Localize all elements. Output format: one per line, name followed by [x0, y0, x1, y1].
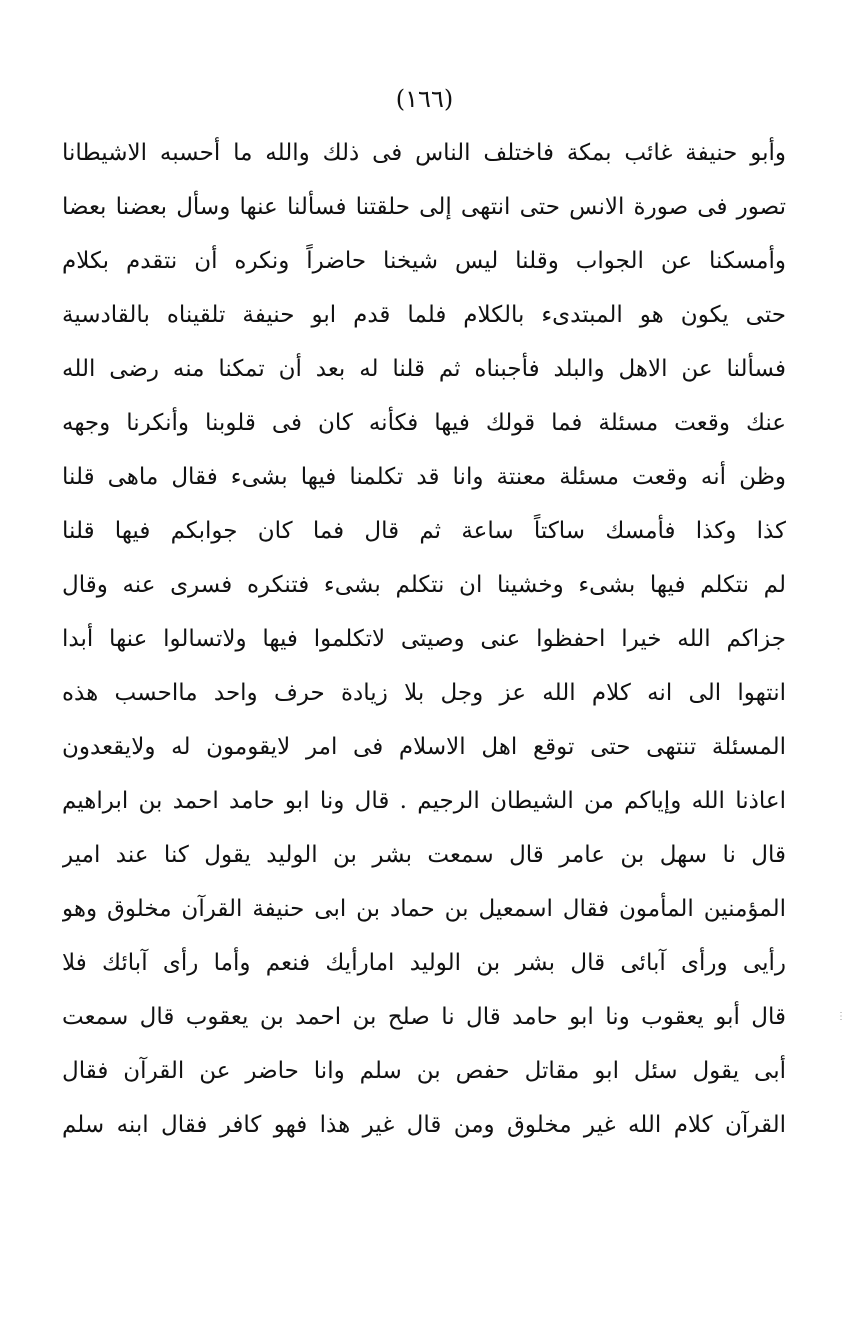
body-text — [62, 126, 786, 1152]
text-line: حتى يكون هو المبتدىء بالكلام فلما قدم ابو حنيفة تلقيناه بالقادسية — [62, 302, 786, 328]
text-line: رأيى ورأى آبائى قال بشر بن الوليد امارأيك فنعم وأما رأى آبائك فلا — [62, 950, 786, 976]
text-line: أبى يقول سئل ابو مقاتل حفص بن سلم وانا حاضر عن القرآن فقال — [62, 1058, 786, 1084]
text-line: لم نتكلم فيها بشىء وخشينا ان نتكلم بشىء فتنكره فسرى عنه وقال — [62, 572, 786, 598]
margin-mark: ⋮ — [836, 1011, 846, 1022]
text-line: عنك وقعت مسئلة فما قولك فيها فكأنه كان فى قلوبنا وأنكرنا وجهه — [62, 410, 786, 436]
text-line: اعاذنا الله وإياكم من الشيطان الرجيم . قال ونا ابو حامد احمد بن ابراهيم — [62, 788, 786, 814]
text-line: قال أبو يعقوب ونا ابو حامد قال نا صلح بن احمد بن يعقوب قال سمعت — [62, 1004, 786, 1030]
text-line: جزاكم الله خيرا احفظوا عنى وصيتى لاتكلموا فيها ولاتسالوا عنها أبدا — [62, 626, 786, 652]
page-number: (١٦٦) — [395, 85, 454, 113]
text-line: المؤمنين المأمون فقال اسمعيل بن حماد بن ابى حنيفة القرآن مخلوق وهو — [62, 896, 786, 922]
text-line: تصور فى صورة الانس حتى انتهى إلى حلقتنا فسألنا عنها وسأل بعضنا بعضا — [62, 194, 786, 220]
text-line: انتهوا الى انه كلام الله عز وجل بلا زيادة حرف واحد مااحسب هذه — [62, 680, 786, 706]
text-line: القرآن كلام الله غير مخلوق ومن قال غير هذا فهو كافر فقال ابنه سلم — [62, 1112, 786, 1138]
text-line: كذا وكذا فأمسك ساكتاً ساعة ثم قال فما كان جوابكم فيها قلنا — [62, 518, 786, 544]
text-line: وأمسكنا عن الجواب وقلنا ليس شيخنا حاضراً ونكره أن نتقدم بكلام — [62, 248, 786, 274]
text-line: قال نا سهل بن عامر قال سمعت بشر بن الوليد يقول كنا عند امير — [62, 842, 786, 868]
text-line: وظن أنه وقعت مسئلة معنتة وانا قد تكلمنا فيها بشىء فقال ماهى قلنا — [62, 464, 786, 490]
text-line: وأبو حنيفة غائب بمكة فاختلف الناس فى ذلك والله ما أحسبه الاشيطانا — [62, 140, 786, 166]
text-line: فسألنا عن الاهل والبلد فأجبناه ثم قلنا له بعد أن تمكنا منه رضى الله — [62, 356, 786, 382]
text-line: المسئلة تنتهى حتى توقع اهل الاسلام فى امر لايقومون له ولايقعدون — [62, 734, 786, 760]
